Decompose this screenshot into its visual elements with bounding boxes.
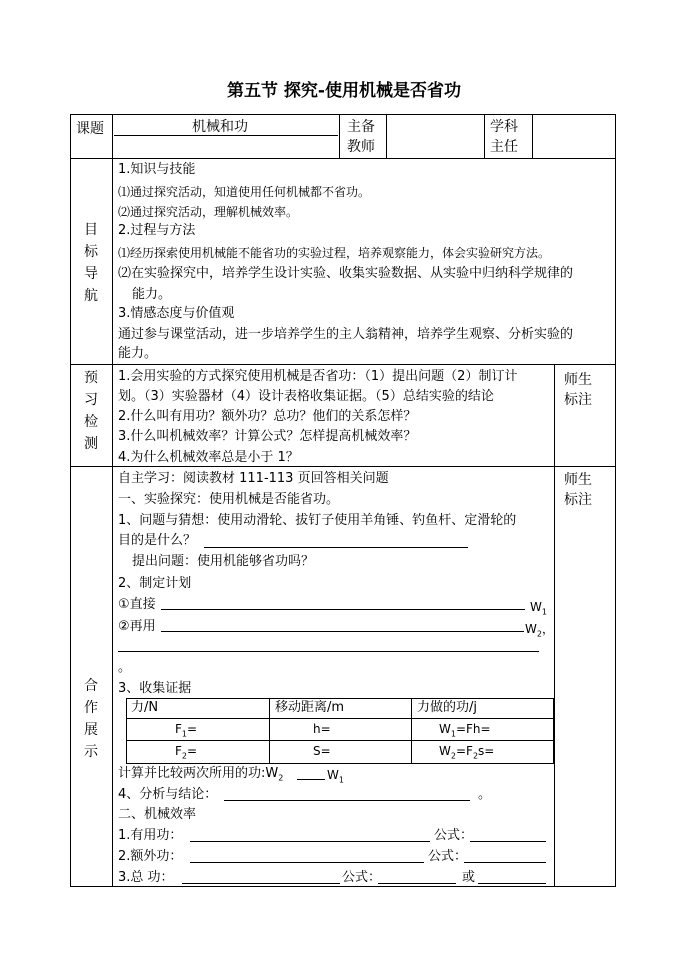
cooperate-note-2: 标注	[564, 492, 592, 508]
compare-w1: $W_1$	[327, 768, 344, 785]
collect-title: 3、收集证据	[118, 681, 192, 696]
preview-note-1: 师生	[564, 372, 592, 388]
topic-label: 课题	[76, 121, 104, 137]
efficiency-total-formula-blank[interactable]	[378, 883, 456, 884]
leader-label-1: 学科	[490, 119, 518, 135]
table-header-force: 力/N	[131, 700, 159, 715]
table-header-distance: 移动距离/m	[275, 700, 345, 715]
efficiency-total-label: 3.总 功：	[118, 870, 174, 885]
table-row-1-force: $F_1=$	[175, 722, 198, 739]
compare-blank[interactable]	[297, 779, 325, 780]
teacher-label-2: 教师	[347, 139, 375, 155]
self-study-text: 自主学习：阅读教材 111-113 页回答相关问题	[118, 471, 389, 486]
efficiency-extra-formula-blank[interactable]	[464, 862, 546, 863]
question1-ask: 提出问题：使用机能够省功吗？	[132, 554, 315, 569]
analysis-blank[interactable]	[224, 800, 470, 801]
plan-reuse-label: ②再用	[118, 619, 156, 634]
part1-title: 一、实验探究：使用机械是否能省功。	[118, 492, 340, 507]
cooperate-note-1: 师生	[564, 472, 592, 488]
efficiency-extra-label: 2.额外功：	[118, 849, 183, 864]
analysis-label: 4、分析与结论：	[118, 787, 218, 802]
preview-note-2: 标注	[564, 392, 592, 408]
efficiency-total-alt-blank[interactable]	[478, 883, 546, 884]
table-row-2-force: $F_2=$	[175, 744, 198, 761]
efficiency-extra-formula-label: 公式：	[428, 849, 468, 864]
topic-value: 机械和功	[192, 119, 248, 135]
plan-direct-blank[interactable]	[161, 609, 525, 610]
efficiency-useful-formula-label: 公式：	[434, 828, 474, 843]
plan-direct-label: ①直接	[118, 597, 156, 612]
plan-reuse-blank[interactable]	[161, 631, 524, 632]
plan-direct-w: $W_1$	[530, 600, 547, 617]
efficiency-useful-formula-blank[interactable]	[470, 841, 546, 842]
table-row-1-distance: h=	[313, 722, 331, 736]
plan-reuse-w: $W_2$，	[525, 622, 554, 639]
page-title: 第五节 探究-使用机械是否省功	[227, 81, 461, 101]
analysis-end: 。	[478, 787, 492, 802]
leader-label-2: 主任	[490, 139, 518, 155]
answer-blank[interactable]	[204, 547, 468, 548]
table-row-2-work: $W_2=F_2s=$	[439, 744, 495, 761]
question1-line2: 目的是什么？	[118, 533, 197, 548]
efficiency-total-blank[interactable]	[182, 883, 340, 884]
question1-line1: 1、问题与猜想：使用动滑轮、拔钉子使用羊角锤、钓鱼杆、定滑轮的	[118, 513, 517, 528]
plan-title: 2、制定计划	[118, 576, 192, 591]
efficiency-extra-blank[interactable]	[190, 862, 424, 863]
efficiency-useful-label: 1.有用功：	[118, 828, 183, 843]
efficiency-total-or: 或	[462, 870, 476, 885]
plan-extra-blank[interactable]	[118, 651, 539, 652]
efficiency-useful-blank[interactable]	[190, 841, 430, 842]
efficiency-total-formula-label: 公式：	[342, 870, 382, 885]
table-row-2-distance: S=	[313, 744, 331, 758]
compare-text: 计算并比较两次所用的功$:W_2$	[118, 766, 284, 783]
table-row-1-work: $W_1=Fh=$	[439, 722, 491, 739]
teacher-label-1: 主备	[347, 119, 375, 135]
part2-title: 二、机械效率	[118, 807, 197, 822]
plan-end: 。	[118, 660, 132, 675]
table-header-work: 力做的功/j	[417, 700, 477, 715]
evidence-table	[126, 698, 554, 764]
